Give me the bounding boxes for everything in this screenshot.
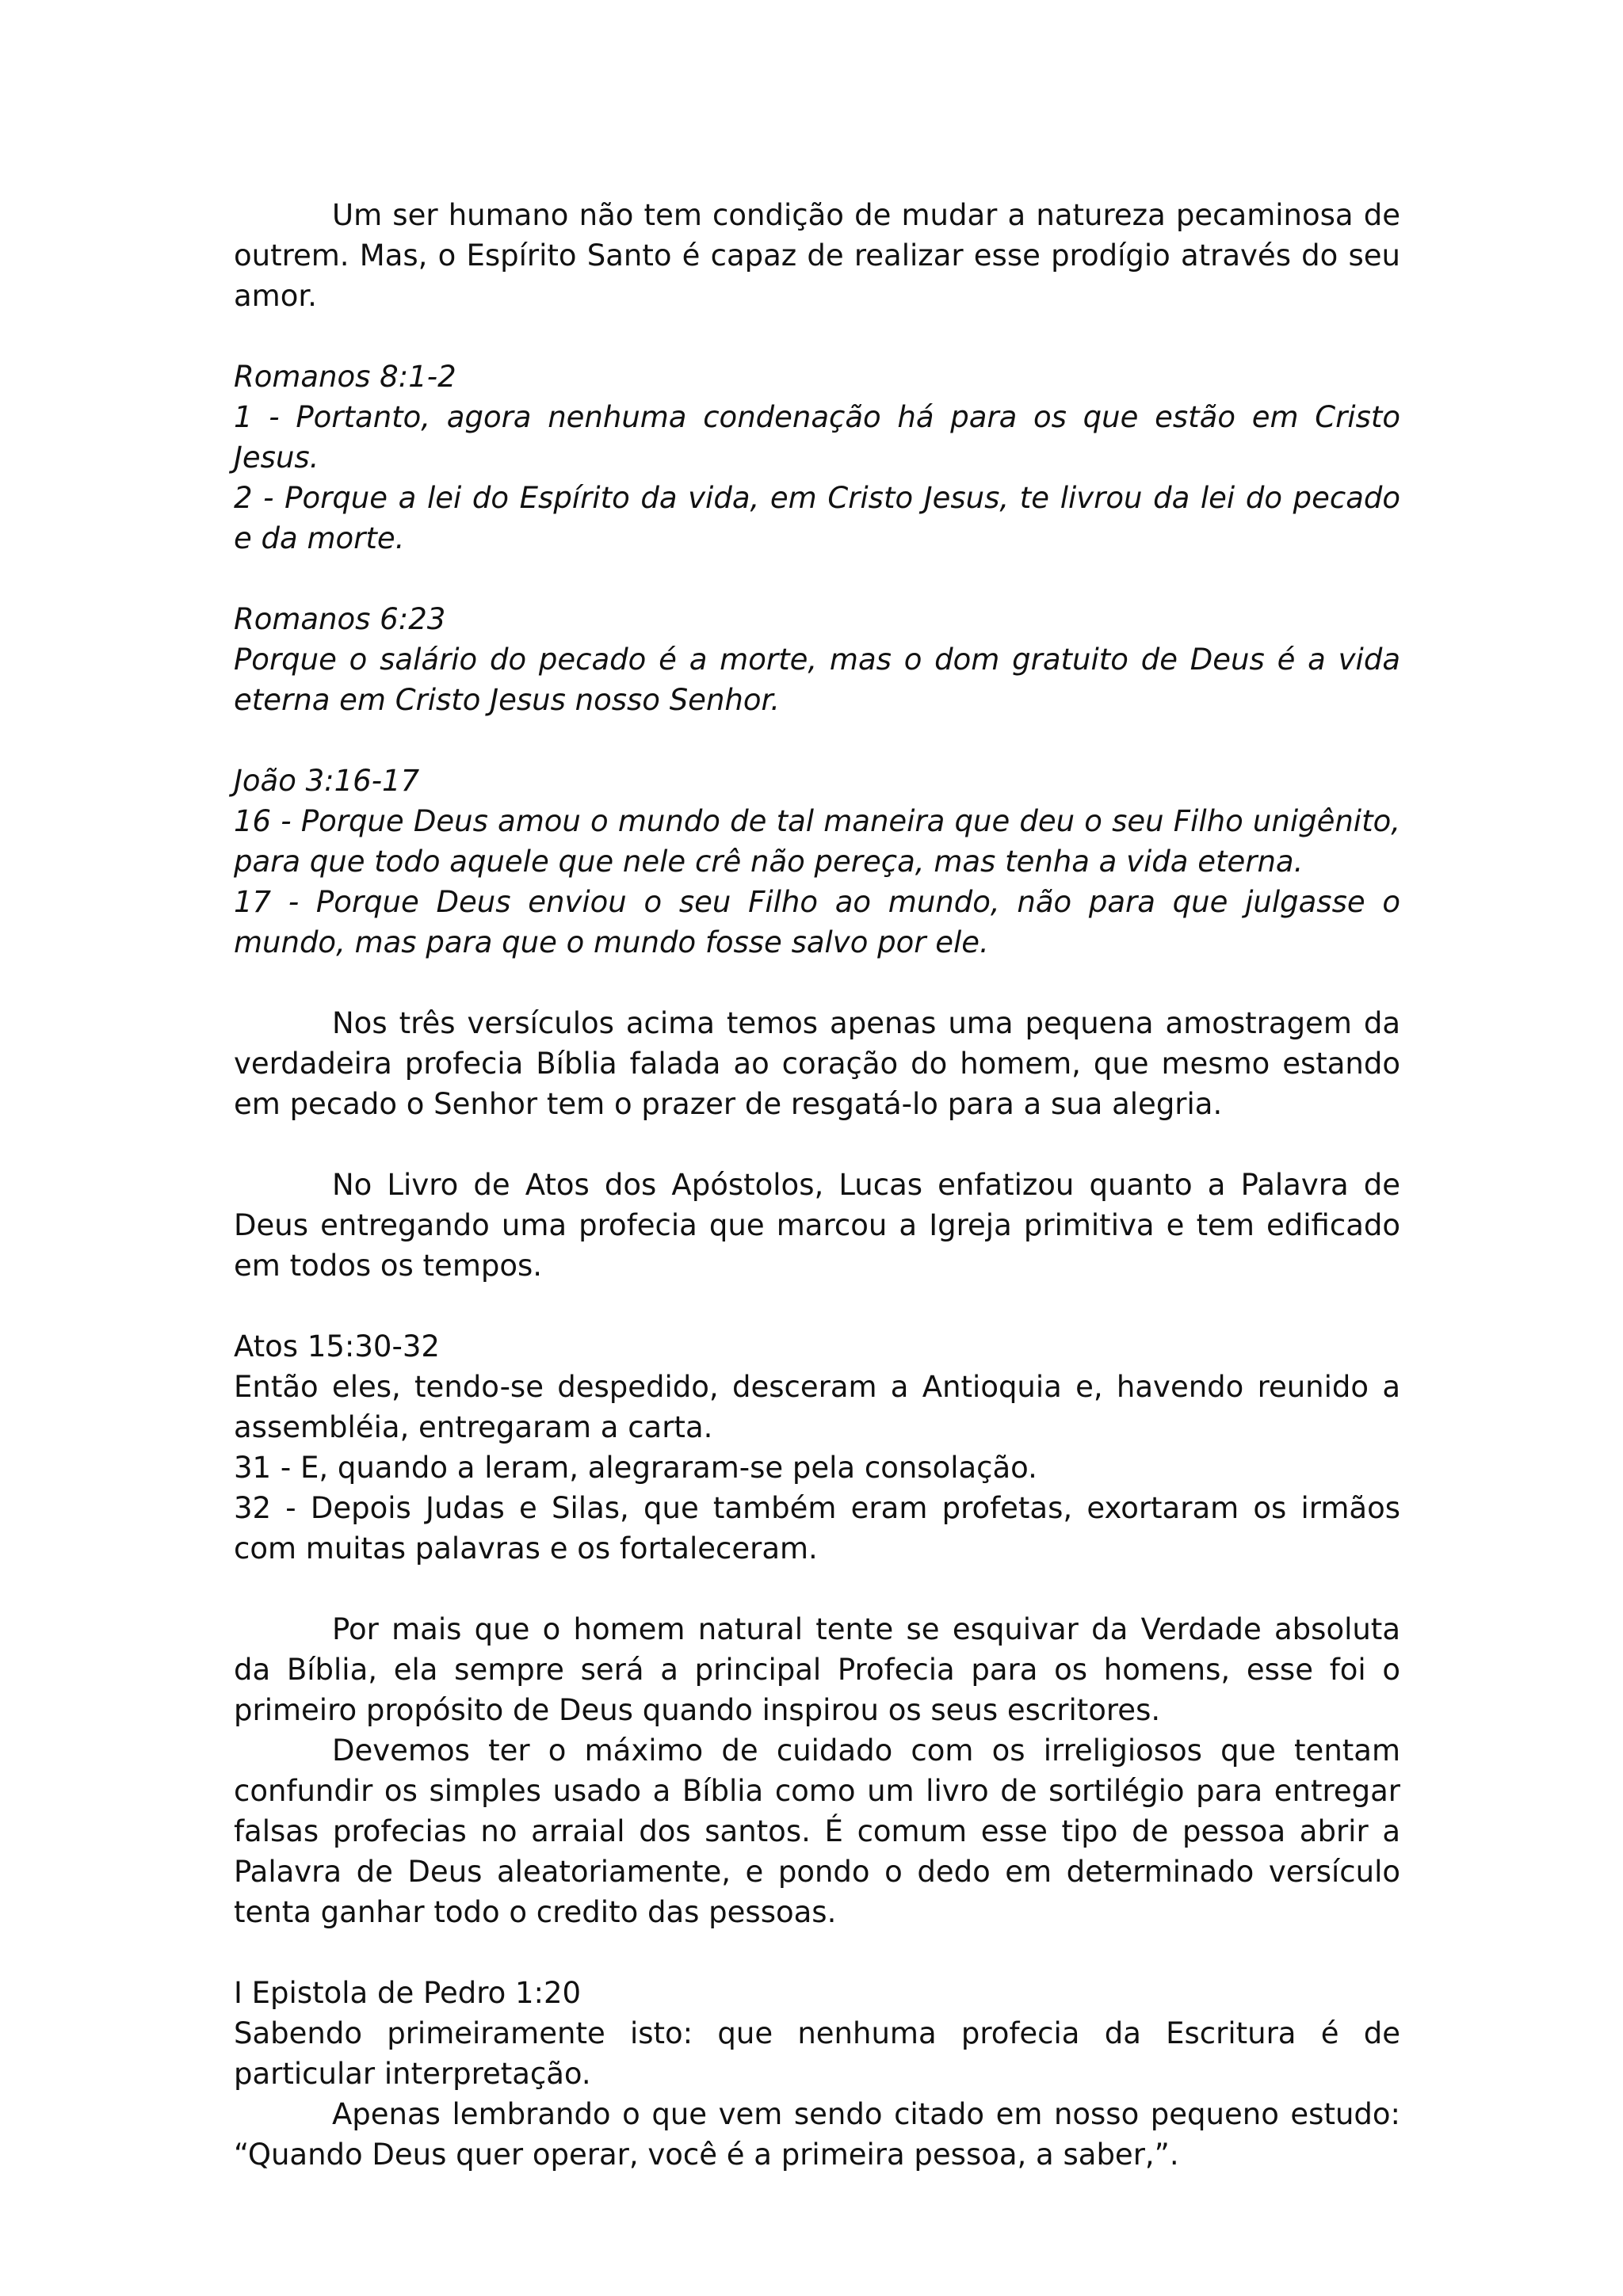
spacer [234,1286,1400,1326]
verse-reference-romanos-8: Romanos 8:1-2 [234,360,456,394]
verse-reference-atos-15: Atos 15:30-32 [234,1329,440,1363]
verse-joao-3-16: 16 - Porque Deus amou o mundo de tal maneira que deu o seu Filho unigênito, para que todo aquele que nele crê não pereça, mas tenha a vida eterna. [234,804,1400,879]
spacer [234,963,1400,1003]
verse-romanos-8-1: 1 - Portanto, agora nenhuma condenação há para os que estão em Cristo Jesus. [234,400,1400,475]
paragraph-4: Por mais que o homem natural tente se esquivar da Verdade absoluta da Bíblia, ela sempre será a principal Profecia para os homens, esse foi o primeiro propósito de Deus quando inspirou os seus escritores. [234,1612,1400,1727]
paragraph-6: Apenas lembrando o que vem sendo citado em nosso pequeno estudo: “Quando Deus quer operar, você é a primeira pessoa, a saber,”. [234,2097,1400,2172]
spacer [234,559,1400,599]
spacer [234,1569,1400,1609]
verse-reference-romanos-6: Romanos 6:23 [234,602,446,636]
verse-reference-joao-3: João 3:16-17 [234,764,420,798]
paragraph-5: Devemos ter o máximo de cuidado com os irreligiosos que tentam confundir os simples usado a Bíblia como um livro de sortilégio para entregar falsas profecias no arraial dos santos. É comum esse tipo de pessoa abrir a Palavra de Deus aleatoriamente, e pondo o dedo em determinado versículo tenta ganhar todo o credito das pessoas. [234,1733,1400,1929]
paragraph-1: Um ser humano não tem condição de mudar a natureza pecaminosa de outrem. Mas, o Espírito Santo é capaz de realizar esse prodígio através do seu amor. [234,198,1400,313]
verse-romanos-6-23: Porque o salário do pecado é a morte, mas o dom gratuito de Deus é a vida eterna em Cristo Jesus nosso Senhor. [234,643,1400,717]
verse-pedro-1-20: Sabendo primeiramente isto: que nenhuma profecia da Escritura é de particular interpretação. [234,2016,1400,2091]
spacer [234,1124,1400,1165]
paragraph-2: Nos três versículos acima temos apenas uma pequena amostragem da verdadeira profecia Bíblia falada ao coração do homem, que mesmo estando em pecado o Senhor tem o prazer de resgatá-lo para a sua alegria. [234,1006,1400,1121]
document-body [234,195,1400,2175]
verse-atos-15-32: 32 - Depois Judas e Silas, que também eram profetas, exortaram os irmãos com muitas palavras e os fortaleceram. [234,1491,1400,1566]
verse-atos-15-31: 31 - E, quando a leram, alegraram-se pela consolação. [234,1451,1037,1485]
spacer [234,1932,1400,1973]
spacer [234,316,1400,357]
spacer [234,720,1400,761]
verse-romanos-8-2: 2 - Porque a lei do Espírito da vida, em Cristo Jesus, te livrou da lei do pecado e da morte. [234,481,1400,555]
paragraph-3: No Livro de Atos dos Apóstolos, Lucas enfatizou quanto a Palavra de Deus entregando uma profecia que marcou a Igreja primitiva e tem edificado em todos os tempos. [234,1168,1400,1283]
verse-joao-3-17: 17 - Porque Deus enviou o seu Filho ao mundo, não para que julgasse o mundo, mas para que o mundo fosse salvo por ele. [234,885,1400,959]
verse-atos-15-30: Então eles, tendo-se despedido, desceram a Antioquia e, havendo reunido a assembléia, entregaram a carta. [234,1370,1400,1444]
verse-reference-pedro-1: I Epistola de Pedro 1:20 [234,1976,582,2010]
